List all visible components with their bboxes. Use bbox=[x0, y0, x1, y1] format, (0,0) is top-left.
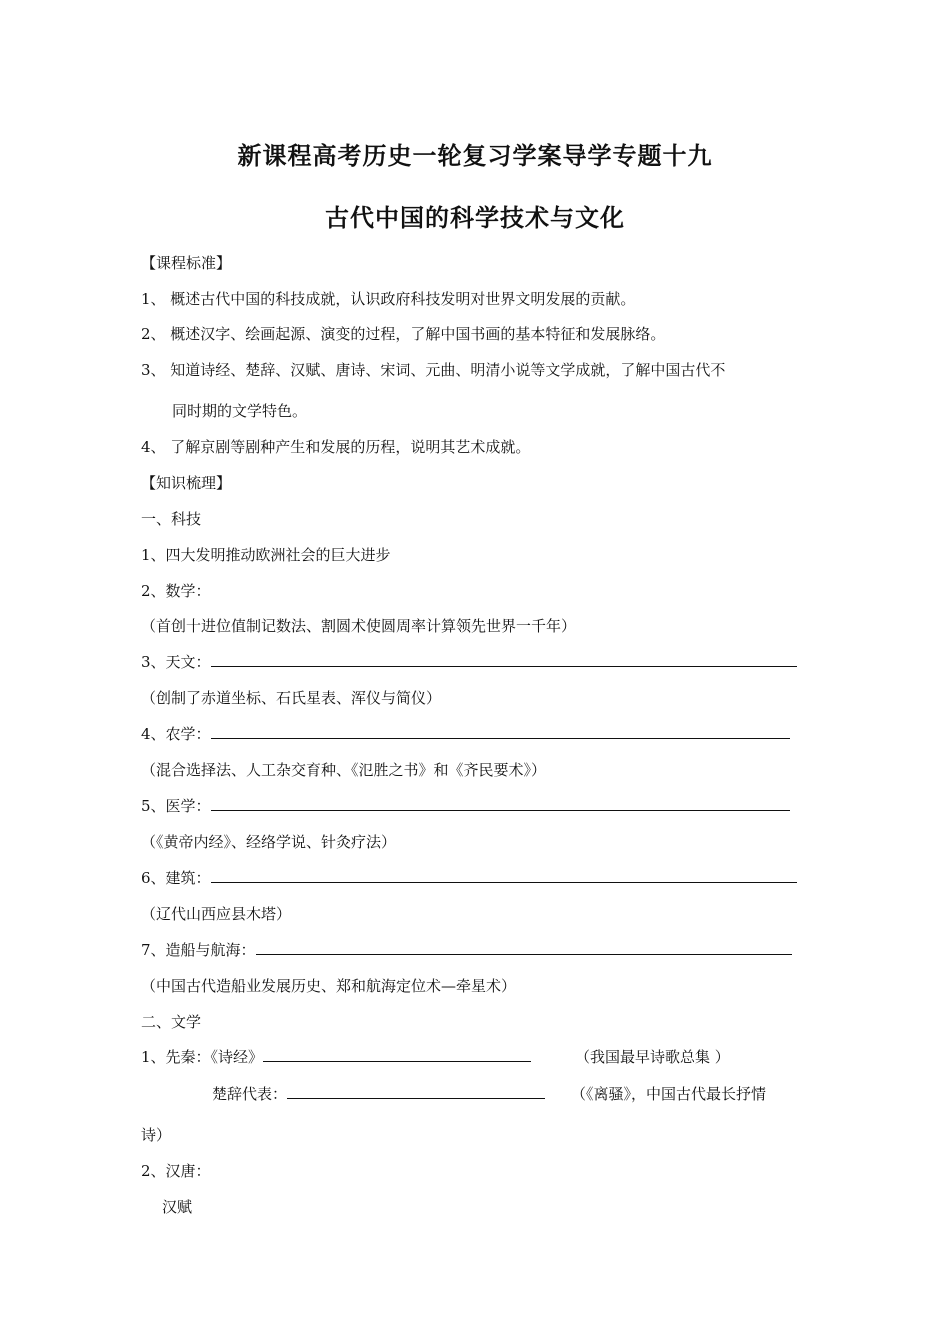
lit-chuci-label: 楚辞代表： bbox=[212, 1085, 288, 1103]
answer-blank[interactable] bbox=[256, 940, 792, 955]
lit-chuci bbox=[212, 1084, 545, 1104]
standard-item-4: 4、 了解京剧等剧种产生和发展的历程，说明其艺术成就。 bbox=[141, 438, 531, 456]
document-title: 新课程高考历史一轮复习学案导学专题十九 bbox=[237, 142, 713, 170]
lit-chuci-note: （《离骚》，中国古代最长抒情 bbox=[571, 1085, 767, 1103]
tech-item-5 bbox=[141, 796, 790, 816]
tech-item-4-note: （混合选择法、人工杂交育种、《氾胜之书》和《齐民要术》） bbox=[141, 761, 547, 779]
lit-item-1-label: 1、先秦：《诗经》 bbox=[141, 1048, 264, 1066]
answer-blank[interactable] bbox=[211, 652, 797, 667]
standard-item-2: 2、 概述汉字、绘画起源、演变的过程，了解中国书画的基本特征和发展脉络。 bbox=[141, 325, 666, 343]
section-heading-standard: 【课程标准】 bbox=[141, 254, 232, 272]
tech-item-1: 1、四大发明推动欧洲社会的巨大进步 bbox=[141, 546, 391, 564]
answer-blank[interactable] bbox=[211, 868, 797, 883]
section-heading-knowledge: 【知识梳理】 bbox=[141, 474, 232, 492]
tech-item-7-label: 7、造船与航海： bbox=[141, 941, 256, 959]
tech-item-6-label: 6、建筑： bbox=[141, 869, 211, 887]
answer-blank[interactable] bbox=[263, 1047, 531, 1062]
standard-item-3: 3、 知道诗经、楚辞、汉赋、唐诗、宋词、元曲、明清小说等文学成就，了解中国古代不 bbox=[141, 361, 726, 379]
tech-item-2: 2、数学： bbox=[141, 582, 211, 600]
tech-item-7 bbox=[141, 940, 792, 960]
answer-blank[interactable] bbox=[211, 724, 790, 739]
lit-item-2: 2、汉唐： bbox=[141, 1162, 211, 1180]
answer-blank[interactable] bbox=[211, 796, 790, 811]
lit-item-1-note: （我国最早诗歌总集 ） bbox=[575, 1048, 730, 1066]
standard-item-1: 1、 概述古代中国的科技成就，认识政府科技发明对世界文明发展的贡献。 bbox=[141, 290, 636, 308]
part-heading-literature: 二、文学 bbox=[141, 1013, 202, 1031]
part-heading-tech: 一、科技 bbox=[141, 510, 202, 528]
tech-item-5-label: 5、医学： bbox=[141, 797, 211, 815]
tech-item-7-note: （中国古代造船业发展历史、郑和航海定位术—牵星术） bbox=[141, 977, 517, 995]
tech-item-5-note: （《黄帝内经》、经络学说、针灸疗法） bbox=[141, 833, 397, 851]
tech-item-6-note: （辽代山西应县木塔） bbox=[141, 905, 292, 923]
lit-item-1 bbox=[141, 1047, 531, 1067]
tech-item-4-label: 4、农学： bbox=[141, 725, 211, 743]
document-subtitle: 古代中国的科学技术与文化 bbox=[325, 204, 625, 232]
tech-item-3-label: 3、天文： bbox=[141, 653, 211, 671]
tech-item-4 bbox=[141, 724, 790, 744]
lit-chuci-note-cont: 诗） bbox=[141, 1126, 172, 1144]
tech-item-3 bbox=[141, 652, 797, 672]
standard-item-3-cont: 同时期的文学特色。 bbox=[172, 402, 308, 420]
tech-item-2-note: （首创十进位值制记数法、割圆术使圆周率计算领先世界一千年） bbox=[141, 617, 577, 635]
tech-item-6 bbox=[141, 868, 797, 888]
lit-hanfu: 汉赋 bbox=[162, 1198, 193, 1216]
answer-blank[interactable] bbox=[287, 1084, 545, 1099]
tech-item-3-note: （创制了赤道坐标、石氏星表、浑仪与简仪） bbox=[141, 689, 442, 707]
